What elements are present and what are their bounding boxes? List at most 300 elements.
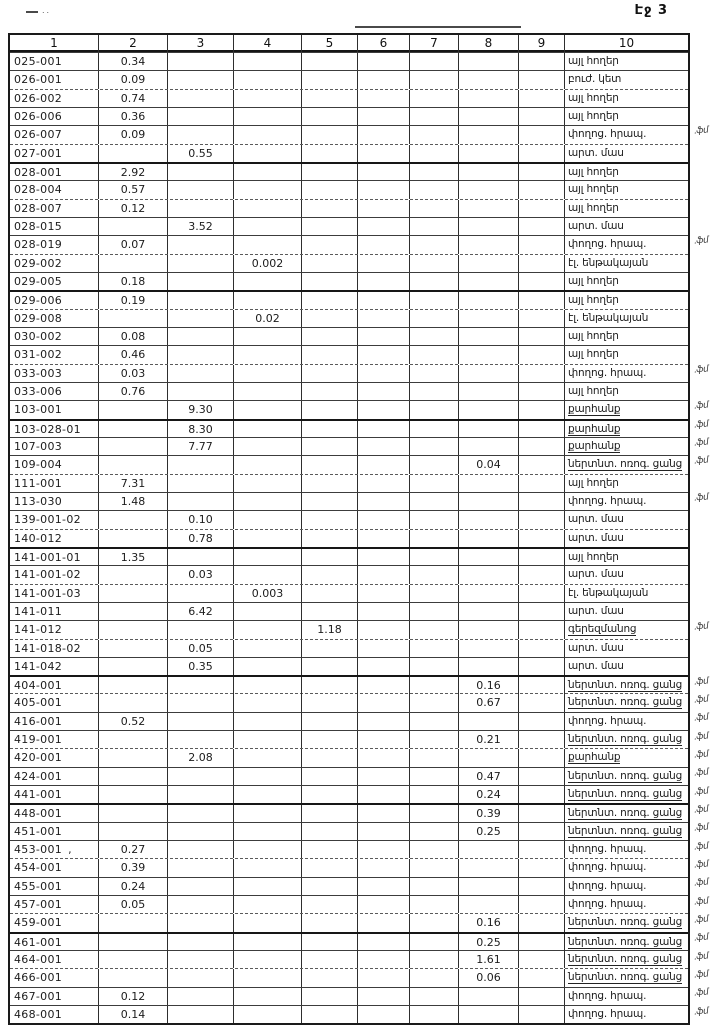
category-label: այլ հողեր: [568, 201, 619, 214]
empty-cell: [99, 786, 168, 803]
category-cell: [565, 346, 688, 363]
empty-cell: [168, 713, 234, 730]
empty-cell: [519, 456, 565, 473]
category-cell: [565, 694, 688, 711]
empty-cell: [519, 841, 565, 858]
empty-cell: [358, 218, 410, 235]
empty-cell: [168, 914, 234, 931]
empty-cell: [302, 456, 358, 473]
empty-cell: [519, 346, 565, 363]
area-value-cell: 0.27: [99, 841, 168, 858]
empty-cell: [234, 768, 302, 785]
category-cell: [565, 475, 688, 492]
area-value-cell: 0.14: [99, 1006, 168, 1023]
empty-cell: [234, 71, 302, 88]
empty-cell: [519, 934, 565, 951]
category-label: ներտնտ. ոռոգ. ցանց: [568, 953, 683, 966]
table-row: [10, 913, 688, 931]
empty-cell: [168, 456, 234, 473]
area-value-cell: 9.30: [168, 401, 234, 418]
empty-cell: [519, 181, 565, 198]
category-label: քարհանք: [568, 403, 621, 416]
row-id-cell: 028-001: [10, 164, 99, 181]
category-label: փողոց. հրապ.: [568, 843, 647, 856]
area-value-cell: 0.47: [459, 768, 519, 785]
table-row: [10, 290, 688, 308]
empty-cell: [410, 713, 459, 730]
category-cell: [565, 438, 688, 455]
empty-cell: [410, 346, 459, 363]
empty-cell: [410, 108, 459, 125]
category-label: փողոց. հրապ.: [568, 128, 647, 141]
empty-cell: [410, 566, 459, 583]
area-value-cell: 0.25: [459, 823, 519, 840]
scan-artifact: ,: [68, 843, 72, 857]
empty-cell: [459, 346, 519, 363]
category-label: փողոց. հրապ.: [568, 989, 647, 1002]
empty-cell: [410, 164, 459, 181]
empty-cell: [302, 878, 358, 895]
table-row: [10, 858, 688, 876]
empty-cell: [519, 530, 565, 547]
empty-cell: [99, 310, 168, 327]
category-label: ներտնտ. ոռոգ. ցանց: [568, 788, 683, 801]
handwritten-mark: .ֆմ: [693, 620, 709, 633]
empty-cell: [459, 493, 519, 510]
empty-cell: [302, 677, 358, 694]
category-label: այլ հողեր: [568, 329, 619, 342]
page-number-label: Էջ 3: [634, 3, 668, 18]
area-value-cell: 0.12: [99, 988, 168, 1005]
table-row: [10, 840, 688, 858]
empty-cell: [358, 421, 410, 438]
empty-cell: [519, 677, 565, 694]
row-id-cell: 029-008: [10, 310, 99, 327]
row-id-cell: 454-001: [10, 859, 99, 876]
empty-cell: [358, 951, 410, 968]
empty-cell: [519, 988, 565, 1005]
table-row: [10, 950, 688, 968]
empty-cell: [519, 255, 565, 272]
empty-cell: [234, 859, 302, 876]
empty-cell: [358, 841, 410, 858]
empty-cell: [234, 749, 302, 766]
empty-cell: [302, 255, 358, 272]
empty-cell: [234, 200, 302, 217]
table-row: [10, 144, 688, 162]
empty-cell: [519, 731, 565, 748]
handwritten-mark: .ֆմ: [693, 932, 709, 944]
empty-cell: [234, 988, 302, 1005]
table-row: [10, 437, 688, 455]
empty-cell: [168, 859, 234, 876]
land-parcel-table: [8, 33, 690, 1025]
handwritten-mark: .ֆմ: [693, 749, 709, 761]
category-label: այլ հողեր: [568, 384, 619, 397]
column-header: 6: [358, 35, 410, 52]
empty-cell: [99, 456, 168, 473]
area-value-cell: 0.39: [99, 859, 168, 876]
table-row: [10, 400, 688, 418]
handwritten-mark: .ֆմ: [693, 896, 709, 908]
area-value-cell: 1.61: [459, 951, 519, 968]
empty-cell: [168, 181, 234, 198]
empty-cell: [410, 255, 459, 272]
empty-cell: [519, 200, 565, 217]
empty-cell: [459, 236, 519, 253]
empty-cell: [459, 401, 519, 418]
category-label: ներտնտ. ոռոգ. ցանց: [568, 935, 683, 948]
area-value-cell: 0.03: [99, 365, 168, 382]
category-cell: [565, 823, 688, 840]
empty-cell: [302, 823, 358, 840]
empty-cell: [459, 164, 519, 181]
area-value-cell: 0.52: [99, 713, 168, 730]
empty-cell: [99, 218, 168, 235]
empty-cell: [168, 621, 234, 638]
empty-cell: [234, 731, 302, 748]
empty-cell: [358, 365, 410, 382]
empty-cell: [459, 896, 519, 913]
row-id-cell: 026-007: [10, 126, 99, 143]
empty-cell: [459, 108, 519, 125]
empty-cell: [519, 823, 565, 840]
empty-cell: [519, 292, 565, 309]
row-id-cell: 416-001: [10, 713, 99, 730]
row-id-cell: 141-042: [10, 658, 99, 675]
empty-cell: [99, 621, 168, 638]
empty-cell: [459, 53, 519, 70]
column-header: 3: [168, 35, 234, 52]
empty-cell: [459, 658, 519, 675]
empty-cell: [302, 421, 358, 438]
table-row: [10, 639, 688, 657]
empty-cell: [358, 164, 410, 181]
empty-cell: [459, 365, 519, 382]
empty-cell: [168, 768, 234, 785]
empty-cell: [234, 292, 302, 309]
table-row: [10, 895, 688, 913]
empty-cell: [410, 658, 459, 675]
empty-cell: [168, 328, 234, 345]
area-value-cell: 0.57: [99, 181, 168, 198]
handwritten-mark: .ֆմ: [693, 364, 709, 376]
empty-cell: [99, 438, 168, 455]
empty-cell: [234, 90, 302, 107]
empty-cell: [302, 401, 358, 418]
category-label: այլ հողեր: [568, 476, 619, 489]
empty-cell: [410, 1006, 459, 1023]
empty-cell: [519, 878, 565, 895]
empty-cell: [358, 255, 410, 272]
empty-cell: [519, 859, 565, 876]
category-cell: [565, 181, 688, 198]
empty-cell: [234, 914, 302, 931]
empty-cell: [302, 475, 358, 492]
area-value-cell: 0.002: [234, 255, 302, 272]
empty-cell: [168, 365, 234, 382]
row-id-cell: 405-001: [10, 694, 99, 711]
category-label: այլ հողեր: [568, 109, 619, 122]
area-value-cell: 2.08: [168, 749, 234, 766]
category-label: արտ. մաս: [568, 641, 624, 654]
area-value-cell: 2.92: [99, 164, 168, 181]
empty-cell: [302, 346, 358, 363]
empty-cell: [302, 218, 358, 235]
empty-cell: [410, 823, 459, 840]
empty-cell: [168, 90, 234, 107]
table-row: [10, 1005, 688, 1023]
empty-cell: [410, 841, 459, 858]
empty-cell: [358, 621, 410, 638]
row-id-cell: 424-001: [10, 768, 99, 785]
category-cell: [565, 731, 688, 748]
empty-cell: [302, 108, 358, 125]
empty-cell: [519, 145, 565, 162]
empty-cell: [358, 236, 410, 253]
empty-cell: [410, 53, 459, 70]
empty-cell: [459, 475, 519, 492]
empty-cell: [358, 328, 410, 345]
empty-cell: [358, 181, 410, 198]
table-row: [10, 107, 688, 125]
handwritten-mark: .ֆմ: [693, 400, 709, 413]
row-id-cell: 029-006: [10, 292, 99, 309]
row-id-cell: 028-015: [10, 218, 99, 235]
empty-cell: [519, 1006, 565, 1023]
row-id-cell: 031-002: [10, 346, 99, 363]
empty-cell: [302, 786, 358, 803]
scan-artifact: ..: [42, 6, 52, 15]
empty-cell: [168, 878, 234, 895]
row-id-cell: 140-012: [10, 530, 99, 547]
empty-cell: [410, 731, 459, 748]
empty-cell: [358, 493, 410, 510]
empty-cell: [168, 805, 234, 822]
empty-cell: [302, 126, 358, 143]
empty-cell: [168, 346, 234, 363]
empty-cell: [519, 493, 565, 510]
empty-cell: [234, 934, 302, 951]
category-cell: [565, 621, 688, 638]
row-id-cell: 027-001: [10, 145, 99, 162]
empty-cell: [459, 859, 519, 876]
empty-cell: [519, 566, 565, 583]
row-id-cell: 457-001: [10, 896, 99, 913]
empty-cell: [459, 71, 519, 88]
empty-cell: [168, 200, 234, 217]
category-label: քարհանք: [568, 422, 621, 435]
row-id-cell: 141-018-02: [10, 640, 99, 657]
row-id-cell: 026-002: [10, 90, 99, 107]
category-cell: [565, 969, 688, 986]
area-value-cell: 0.25: [459, 934, 519, 951]
empty-cell: [302, 145, 358, 162]
area-value-cell: 0.09: [99, 71, 168, 88]
empty-cell: [302, 530, 358, 547]
empty-cell: [302, 310, 358, 327]
category-cell: [565, 585, 688, 602]
empty-cell: [99, 511, 168, 528]
category-label: փողոց. հրապ.: [568, 238, 647, 251]
empty-cell: [99, 934, 168, 951]
empty-cell: [410, 694, 459, 711]
empty-cell: [358, 749, 410, 766]
category-cell: [565, 401, 688, 418]
empty-cell: [234, 621, 302, 638]
category-cell: [565, 530, 688, 547]
empty-cell: [302, 603, 358, 620]
handwritten-mark: .ֆմ: [693, 804, 709, 816]
handwritten-mark: .ֆմ: [693, 1006, 709, 1018]
empty-cell: [410, 401, 459, 418]
category-cell: [565, 53, 688, 70]
row-id-cell: 111-001: [10, 475, 99, 492]
row-id-cell: 026-001: [10, 71, 99, 88]
empty-cell: [358, 603, 410, 620]
empty-cell: [302, 859, 358, 876]
empty-cell: [410, 456, 459, 473]
empty-cell: [459, 383, 519, 400]
empty-cell: [99, 694, 168, 711]
row-id-cell: 420-001: [10, 749, 99, 766]
empty-cell: [358, 823, 410, 840]
category-label: ներտնտ. ոռոգ. ցանց: [568, 696, 683, 709]
area-value-cell: 0.10: [168, 511, 234, 528]
empty-cell: [358, 401, 410, 418]
empty-cell: [234, 273, 302, 290]
empty-cell: [99, 951, 168, 968]
empty-cell: [234, 346, 302, 363]
handwritten-mark: .ֆմ: [693, 694, 709, 706]
category-cell: [565, 549, 688, 566]
empty-cell: [302, 328, 358, 345]
empty-cell: [358, 530, 410, 547]
empty-cell: [234, 328, 302, 345]
empty-cell: [302, 934, 358, 951]
area-value-cell: 0.24: [99, 878, 168, 895]
category-cell: [565, 566, 688, 583]
empty-cell: [459, 438, 519, 455]
empty-cell: [410, 549, 459, 566]
table-row: [10, 675, 688, 693]
row-id-cell: 028-007: [10, 200, 99, 217]
empty-cell: [410, 896, 459, 913]
category-label: փողոց. հրապ.: [568, 494, 647, 507]
category-cell: [565, 218, 688, 235]
empty-cell: [410, 438, 459, 455]
area-value-cell: 1.18: [302, 621, 358, 638]
empty-cell: [99, 640, 168, 657]
handwritten-mark: .ֆմ: [693, 730, 709, 743]
empty-cell: [519, 273, 565, 290]
empty-cell: [519, 438, 565, 455]
empty-cell: [410, 934, 459, 951]
empty-cell: [459, 1006, 519, 1023]
empty-cell: [168, 694, 234, 711]
row-id-cell: 461-001: [10, 934, 99, 951]
empty-cell: [99, 677, 168, 694]
empty-cell: [234, 438, 302, 455]
empty-cell: [302, 200, 358, 217]
empty-cell: [99, 823, 168, 840]
row-id-cell: 455-001: [10, 878, 99, 895]
empty-cell: [459, 603, 519, 620]
empty-cell: [302, 71, 358, 88]
area-value-cell: 0.24: [459, 786, 519, 803]
handwritten-mark: .ֆմ: [693, 987, 709, 999]
empty-cell: [410, 511, 459, 528]
empty-cell: [410, 493, 459, 510]
table-row: [10, 455, 688, 473]
empty-cell: [459, 511, 519, 528]
empty-cell: [234, 951, 302, 968]
empty-cell: [410, 603, 459, 620]
empty-cell: [302, 969, 358, 986]
category-label: էլ. ենթակայան: [568, 586, 649, 599]
area-value-cell: 0.003: [234, 585, 302, 602]
handwritten-mark: .ֆմ: [693, 785, 709, 798]
area-value-cell: 0.74: [99, 90, 168, 107]
table-row: [10, 803, 688, 821]
empty-cell: [459, 181, 519, 198]
empty-cell: [459, 640, 519, 657]
empty-cell: [168, 677, 234, 694]
area-value-cell: 0.76: [99, 383, 168, 400]
table-row: [10, 584, 688, 602]
empty-cell: [519, 621, 565, 638]
table-row: [10, 748, 688, 766]
handwritten-mark: .ֆմ: [693, 767, 709, 779]
handwritten-mark: .ֆմ: [693, 859, 709, 871]
category-cell: [565, 456, 688, 473]
row-id-cell: 448-001: [10, 805, 99, 822]
table-row: [10, 822, 688, 840]
empty-cell: [234, 566, 302, 583]
handwritten-mark: .ֆմ: [693, 437, 709, 449]
category-label: այլ հողեր: [568, 55, 619, 67]
empty-cell: [410, 475, 459, 492]
table-row: [10, 547, 688, 565]
empty-cell: [99, 749, 168, 766]
empty-cell: [410, 71, 459, 88]
category-cell: [565, 365, 688, 382]
category-cell: [565, 493, 688, 510]
empty-cell: [168, 549, 234, 566]
row-id-cell: 026-006: [10, 108, 99, 125]
category-cell: [565, 603, 688, 620]
empty-cell: [410, 310, 459, 327]
category-label: արտ. մաս: [568, 531, 624, 544]
empty-cell: [168, 164, 234, 181]
table-row: [10, 565, 688, 583]
category-label: փողոց. հրապ.: [568, 1008, 647, 1021]
empty-cell: [168, 585, 234, 602]
category-label: փողոց. հրապ.: [568, 879, 647, 892]
empty-cell: [302, 90, 358, 107]
empty-cell: [168, 273, 234, 290]
empty-cell: [168, 292, 234, 309]
handwritten-mark: .ֆմ: [693, 914, 709, 926]
empty-cell: [459, 292, 519, 309]
empty-cell: [99, 969, 168, 986]
empty-cell: [302, 493, 358, 510]
row-id-cell: 028-019: [10, 236, 99, 253]
table-row: [10, 180, 688, 198]
table-row: [10, 199, 688, 217]
empty-cell: [302, 164, 358, 181]
empty-cell: [99, 603, 168, 620]
